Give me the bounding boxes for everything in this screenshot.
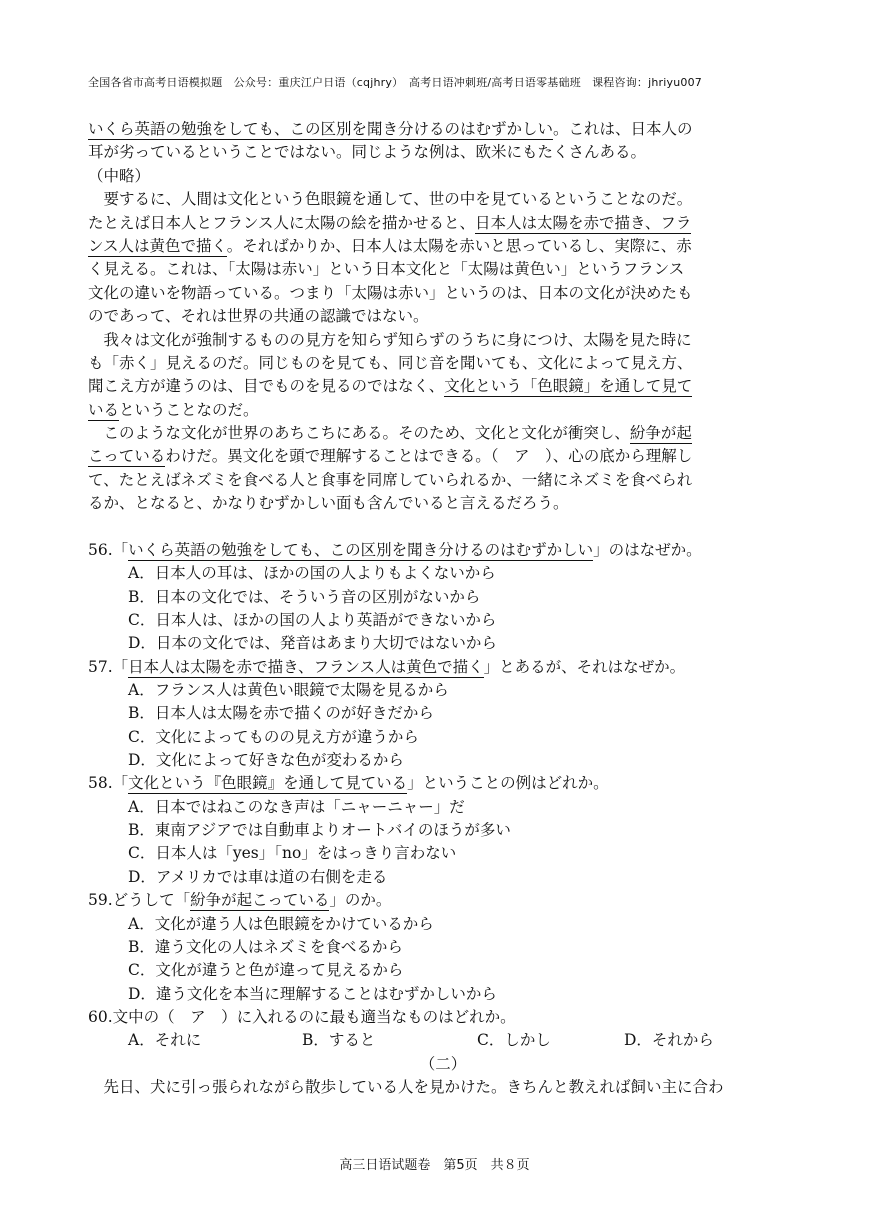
text-segment: 」のはなぜか。 bbox=[593, 541, 702, 559]
answer-option[interactable]: D．それから bbox=[624, 1031, 714, 1050]
underlined-phrase: いくら英語の勉強をしても、この区別を聞き分けるのはむずかしい bbox=[128, 541, 594, 559]
underlined-phrase: いる bbox=[88, 400, 120, 419]
question-stem bbox=[88, 656, 788, 679]
text-segment: るか、となると、かなりむずかしい面も含んでいると言えるだろう。 bbox=[88, 494, 569, 513]
passage-line bbox=[88, 492, 788, 515]
answer-option[interactable]: B．東南アジアでは自動車よりオートバイのほうが多い bbox=[128, 821, 511, 840]
passage-line bbox=[88, 352, 788, 375]
page-header bbox=[88, 74, 788, 90]
passage-line bbox=[88, 469, 788, 492]
text-segment: 」とあるが、それはなぜか。 bbox=[483, 657, 686, 676]
question-list bbox=[88, 539, 788, 1099]
answer-option[interactable]: D．日本の文化では、発音はあまり大切ではないから bbox=[128, 634, 497, 653]
text-segment: のであって、それは世界の共通の認識ではない。 bbox=[88, 307, 429, 326]
question-stem bbox=[88, 1006, 788, 1029]
underlined-phrase: いくら英語の勉強をしても、この区別を聞き分けるのはむずかしい bbox=[88, 120, 554, 138]
text-segment: 56.「 bbox=[88, 541, 129, 559]
footer-text: 高三日语试题卷 第5页 共８页 bbox=[339, 1158, 530, 1173]
answer-option[interactable]: B．日本人は太陽を赤で描くのが好きだから bbox=[128, 704, 434, 723]
answer-option[interactable]: D．アメリカでは車は道の右側を走る bbox=[128, 867, 388, 886]
underlined-phrase: 紛争が起 bbox=[629, 424, 692, 443]
passage-line: 先日、犬に引っ張られながら散歩している人を見かけた。きちんと教えれば飼い主に合わ bbox=[88, 1077, 724, 1096]
answer-option[interactable]: B．すると bbox=[302, 1031, 376, 1050]
question-stem bbox=[88, 539, 788, 562]
answer-option[interactable]: A．日本ではねこのなき声は「ニャーニャー」だ bbox=[128, 797, 465, 816]
passage-line bbox=[88, 235, 788, 258]
answer-option-row bbox=[88, 1029, 788, 1052]
text-segment: 57.「 bbox=[88, 657, 129, 676]
underlined-phrase: 紛争が起こっている bbox=[190, 891, 330, 910]
text-segment: 。これは、日本人の bbox=[553, 120, 693, 138]
passage-line bbox=[88, 282, 788, 305]
answer-option[interactable]: C．文化が違うと色が違って見えるから bbox=[128, 961, 404, 980]
text-segment: 58.「 bbox=[88, 774, 129, 793]
answer-option[interactable]: A．文化が違う人は色眼鏡をかけているから bbox=[128, 914, 434, 933]
header-text: 全国各省市高考日语模拟题 公众号：重庆江户日语（cqjhry） 高考日语冲刺班/高考日语零基础班 课程咨询：jhriyu007 bbox=[88, 76, 702, 89]
text-segment: 」のか。 bbox=[329, 891, 392, 910]
passage-line bbox=[88, 141, 788, 164]
underlined-phrase: こっている bbox=[88, 447, 166, 466]
passage-line bbox=[88, 399, 788, 422]
passage-line bbox=[88, 212, 788, 235]
answer-option[interactable]: D．文化によって好きな色が変わるから bbox=[128, 751, 404, 770]
text-segment: 要するに、人間は文化という色眼鏡を通して、世の中を見ているということなのだ。 bbox=[88, 190, 693, 209]
passage-line bbox=[88, 258, 788, 281]
section-title: （二） bbox=[419, 1054, 467, 1073]
text-segment: く見える。これは、「太陽は赤い」という日本文化と「太陽は黄色い」というフランス bbox=[88, 260, 685, 279]
passage-line bbox=[88, 422, 788, 445]
text-segment: ということなのだ。 bbox=[119, 400, 259, 419]
answer-option[interactable]: A．日本人の耳は、ほかの国の人よりもよくないから bbox=[128, 564, 496, 583]
passage-line bbox=[88, 118, 788, 141]
answer-option[interactable]: A．フランス人は黄色い眼鏡で太陽を見るから bbox=[128, 681, 449, 700]
answer-option[interactable]: C．しかし bbox=[477, 1031, 551, 1050]
passage-line bbox=[88, 445, 788, 468]
text-segment: このような文化が世界のあちこちにある。そのため、文化と文化が衝突し、 bbox=[88, 424, 630, 443]
text-segment: 我々は文化が強制するものの見方を知らず知らずのうちに身につけ、太陽を見た時に bbox=[88, 330, 692, 349]
text-segment: 。そればかりか、日本人は太陽を赤いと思っているし、実際に、赤 bbox=[226, 236, 692, 255]
passage-line bbox=[88, 188, 788, 211]
answer-option[interactable]: C．日本人は、ほかの国の人より英語ができないから bbox=[128, 611, 497, 630]
text-segment: たとえば日本人とフランス人に太陽の絵を描かせると、 bbox=[88, 213, 476, 232]
passage-line bbox=[88, 329, 788, 352]
text-segment: 」ということの例はどれか。 bbox=[407, 774, 609, 793]
question-stem bbox=[88, 772, 788, 795]
text-segment: 60.文中の（ ア ）に入れるのに最も適当なものはどれか。 bbox=[88, 1007, 516, 1026]
underlined-phrase: 文化という「色眼鏡」を通して見て bbox=[444, 377, 693, 396]
text-segment: わけだ。異文化を頭で理解することはできる。（ ア ）、心の底から理解し bbox=[165, 447, 693, 466]
underlined-phrase: 文化という『色眼鏡』を通して見ている bbox=[128, 774, 408, 793]
text-segment: も「赤く」見えるのだ。同じものを見ても、同じ音を聞いても、文化によって見え方、 bbox=[88, 353, 693, 372]
text-segment: て、たとえばネズミを食べる人と食事を同席していられるか、一緒にネズミを食べられ bbox=[88, 470, 693, 489]
answer-option[interactable]: B．日本の文化では、そういう音の区別がないから bbox=[128, 587, 481, 606]
text-segment: 耳が劣っているということではない。同じような例は、欧米にもたくさんある。 bbox=[88, 143, 647, 162]
passage-line bbox=[88, 375, 788, 398]
passage-line bbox=[88, 165, 788, 188]
question-stem bbox=[88, 889, 788, 912]
underlined-phrase: ンス人は黄色で描く bbox=[88, 236, 227, 255]
passage-line bbox=[88, 305, 788, 328]
answer-option[interactable]: A．それに bbox=[128, 1031, 202, 1050]
reading-passage bbox=[88, 118, 788, 516]
page-footer bbox=[0, 1154, 869, 1173]
text-segment: 59.どうして「 bbox=[88, 891, 191, 910]
answer-option[interactable]: C．日本人は「yes」「no」をはっきり言わない bbox=[128, 844, 457, 863]
answer-option[interactable]: B．違う文化の人はネズミを食べるから bbox=[128, 937, 403, 956]
underlined-phrase: 日本人は太陽を赤で描き、フランス人は黄色で描く bbox=[128, 657, 484, 676]
text-segment: 文化の違いを物語っている。つまり「太陽は赤い」というのは、日本の文化が決めたも bbox=[88, 283, 693, 302]
answer-option[interactable]: C．文化によってものの見え方が違うから bbox=[128, 727, 419, 746]
underlined-phrase: 日本人は太陽を赤で描き、フラ bbox=[475, 213, 692, 232]
answer-option[interactable]: D．違う文化を本当に理解することはむずかしいから bbox=[128, 984, 497, 1003]
text-segment: （中略） bbox=[88, 166, 151, 185]
text-segment: 聞こえ方が違うのは、目でものを見るのではなく、 bbox=[88, 377, 445, 396]
